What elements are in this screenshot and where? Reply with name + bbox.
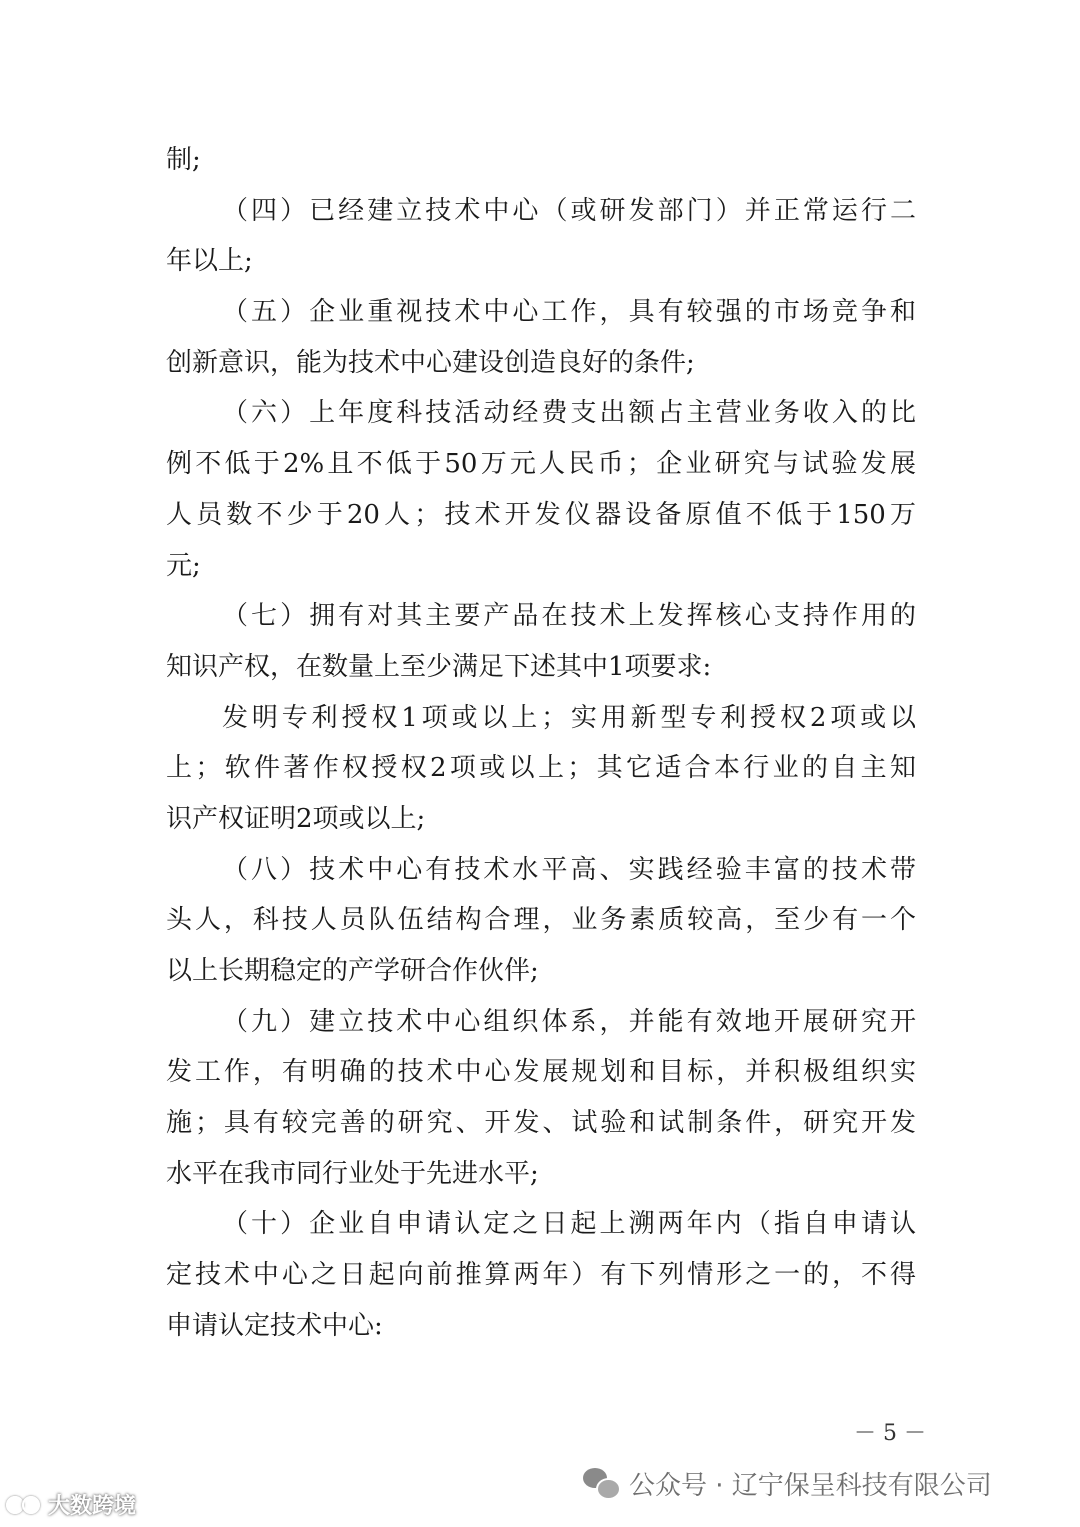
text-line: 上；软件著作权授权2项或以上；其它适合本行业的自主知	[166, 753, 916, 784]
text-line: （七）拥有对其主要产品在技术上发挥核心支持作用的	[222, 601, 916, 632]
text-line: 以上长期稳定的产学研合作伙伴;	[166, 956, 539, 986]
text-line: （四）已经建立技术中心（或研发部门）并正常运行二	[222, 195, 916, 226]
text-line: 头人，科技人员队伍结构合理，业务素质较高，至少有一个	[166, 905, 916, 936]
text-line: （九）建立技术中心组织体系，并能有效地开展研究开	[222, 1006, 916, 1037]
text-line: 例不低于2%且不低于50万元人民币；企业研究与试验发展	[166, 449, 916, 480]
page-number: － 5 －	[854, 1421, 926, 1446]
document-body	[166, 135, 916, 1352]
text-line: 发明专利授权1项或以上；实用新型专利授权2项或以	[222, 702, 916, 733]
text-line: 定技术中心之日起向前推算两年）有下列情形之一的，不得	[166, 1260, 916, 1291]
text-line: 施；具有较完善的研究、开发、试验和试制条件，研究开发	[166, 1108, 916, 1139]
text-line: 元;	[166, 550, 201, 581]
text-line: 水平在我市同行业处于先进水平;	[166, 1158, 539, 1189]
text-line: （五）企业重视技术中心工作，具有较强的市场竞争和	[222, 297, 916, 328]
text-line: 知识产权，在数量上至少满足下述其中1项要求:	[166, 651, 712, 682]
text-line: （六）上年度科技活动经费支出额占主营业务收入的比	[222, 398, 916, 429]
text-line: 年以上;	[166, 246, 253, 277]
text-line: 创新意识，能为技术中心建设创造良好的条件;	[166, 347, 695, 378]
official-account-watermark	[583, 1460, 992, 1506]
corner-brand-text: 大数跨境	[48, 1493, 137, 1519]
text-line: 识产权证明2项或以上;	[166, 803, 426, 834]
text-line: 制;	[166, 145, 201, 175]
text-line: 申请认定技术中心:	[166, 1310, 383, 1341]
text-line: （八）技术中心有技术水平高、实践经验丰富的技术带	[222, 854, 916, 885]
link-icon	[6, 1494, 44, 1514]
text-line: 发工作，有明确的技术中心发展规划和目标，并积极组织实	[166, 1057, 916, 1088]
corner-brand-watermark	[6, 1487, 136, 1521]
watermark-text: 公众号 · 辽宁保呈科技有限公司	[629, 1470, 992, 1501]
text-line: （十）企业自申请认定之日起上溯两年内（指自申请认	[222, 1209, 916, 1240]
wechat-icon	[583, 1468, 619, 1498]
text-line: 人员数不少于20人；技术开发仪器设备原值不低于150万	[166, 499, 916, 530]
